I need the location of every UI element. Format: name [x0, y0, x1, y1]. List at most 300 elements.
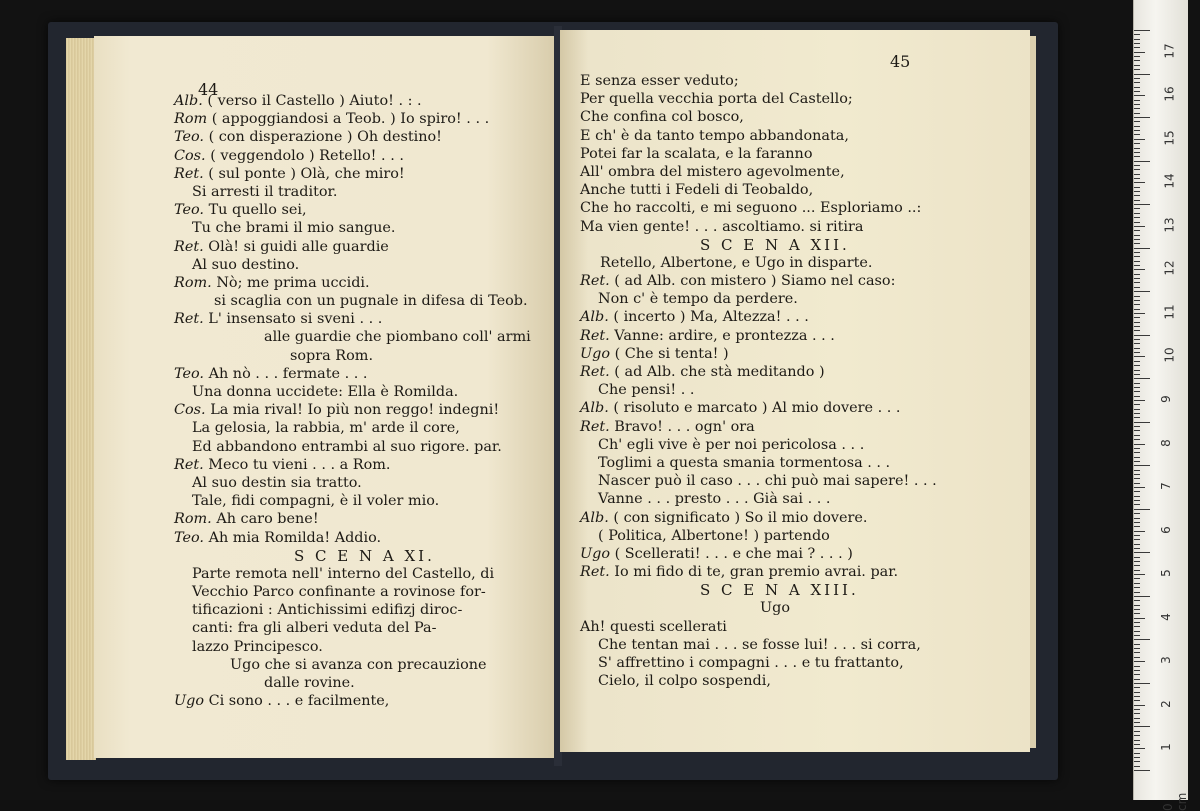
ruler-number: 17 [1162, 43, 1177, 59]
ruler-tick [1134, 444, 1145, 445]
ruler-tick [1134, 378, 1150, 379]
ruler-tick [1134, 243, 1140, 244]
speaker-name: Ret. [580, 273, 610, 290]
line-text: Anche tutti i Fedeli di Teobaldo, [580, 182, 814, 199]
line-text: S C E N A XI. [294, 546, 435, 565]
text-line [174, 474, 546, 492]
line-text: lazzo Principesco. [192, 638, 323, 655]
ruler-tick [1134, 670, 1140, 671]
text-line [174, 165, 546, 183]
ruler-tick [1134, 208, 1140, 209]
speaker-name: Teo. [174, 202, 204, 219]
text-line [580, 127, 1020, 145]
ruler-tick [1134, 130, 1140, 131]
ruler-tick [1134, 361, 1140, 362]
ruler-tick [1134, 69, 1140, 70]
ruler-tick [1134, 413, 1140, 414]
ruler-tick [1134, 457, 1140, 458]
text-line [174, 692, 546, 710]
line-text: tificazioni : Antichissimi edifizj diroc- [192, 602, 463, 619]
ruler-tick [1134, 474, 1140, 475]
ruler-tick [1134, 757, 1140, 758]
text-line [174, 674, 546, 692]
ruler-number: 6 [1158, 525, 1173, 534]
speaker-name: Ret. [580, 418, 610, 435]
ruler-tick [1134, 143, 1140, 144]
line-text: Tu quello sei, [208, 202, 307, 219]
line-text: Ah caro bene! [216, 511, 319, 528]
ruler-number: 14 [1162, 173, 1177, 189]
line-text: S' affrettino i compagni . . . e tu frattanto, [598, 655, 904, 671]
ruler-number: 13 [1162, 217, 1177, 233]
ruler-tick [1134, 374, 1140, 375]
ruler-tick [1134, 296, 1140, 297]
line-text: si scaglia con un pugnale in difesa di Teob. [214, 293, 528, 310]
line-text: Ma vien gente! . . . ascoltiamo. si ritira [580, 218, 864, 235]
text-line [174, 92, 546, 110]
right-page [560, 30, 1030, 752]
ruler-tick [1134, 513, 1140, 514]
speaker-name: Teo. [174, 129, 204, 146]
text-line [174, 256, 546, 274]
ruler-number: 9 [1158, 395, 1173, 403]
ruler-tick [1134, 430, 1140, 431]
speaker-name: Ugo [174, 693, 205, 710]
ruler-tick [1134, 626, 1140, 627]
text-line [174, 183, 546, 201]
ruler-tick [1134, 282, 1140, 283]
ruler-tick [1134, 731, 1140, 732]
line-text: Olà! si guidi alle guardie [208, 238, 389, 255]
ruler-tick [1134, 531, 1145, 532]
ruler-tick [1134, 156, 1140, 157]
text-line [174, 438, 546, 456]
ruler-tick [1134, 761, 1140, 762]
line-text: dalle rovine. [264, 675, 355, 691]
line-text: Al suo destino. [192, 256, 300, 273]
ruler-tick [1134, 718, 1140, 719]
ruler-tick [1134, 165, 1140, 166]
ruler-tick [1134, 535, 1140, 536]
ruler-tick [1134, 770, 1150, 771]
text-line [174, 147, 546, 165]
ruler-tick [1134, 187, 1140, 188]
ruler-tick [1134, 766, 1140, 767]
ruler-tick [1134, 696, 1140, 697]
ruler-tick [1134, 552, 1150, 553]
ruler-tick [1134, 639, 1150, 640]
ruler-tick [1134, 339, 1140, 340]
ruler-tick [1134, 491, 1140, 492]
line-text: canti: fra gli alberi veduta del Pa- [192, 620, 437, 637]
ruler-tick [1134, 182, 1145, 183]
ruler-tick [1134, 121, 1140, 122]
line-text: Ci sono . . . e facilmente, [208, 693, 390, 710]
text-line [580, 563, 1020, 581]
ruler-tick [1134, 230, 1140, 231]
line-text: Ugo che si avanza con precauzione [230, 656, 487, 673]
ruler-tick [1134, 322, 1140, 323]
ruler-tick [1134, 370, 1140, 371]
line-text: E ch' è da tanto tempo abbandonata, [580, 127, 849, 144]
ruler-tick [1134, 108, 1140, 109]
text-line [174, 419, 546, 437]
ruler-tick [1134, 622, 1140, 623]
page-edges-left [66, 38, 96, 760]
ruler-tick [1134, 452, 1140, 453]
speaker-name: Alb. [174, 93, 203, 109]
line-text: Per quella vecchia porta del Castello; [580, 91, 853, 108]
speaker-name: Ret. [174, 311, 204, 328]
ruler-tick [1134, 565, 1140, 566]
speaker-name: Ret. [174, 238, 204, 255]
text-line [174, 310, 546, 328]
text-line [580, 418, 1020, 436]
ruler-tick [1134, 152, 1140, 153]
line-text: Ugo [760, 600, 791, 617]
ruler-tick [1134, 391, 1140, 392]
text-line [580, 363, 1020, 381]
line-text: ( Scellerati! . . . e che mai ? . . . ) [614, 545, 853, 562]
speaker-name: Ugo [580, 345, 611, 362]
line-text: alle guardie che piombano coll' armi [264, 329, 531, 346]
page-number-left: 44 [198, 80, 219, 99]
ruler-tick [1134, 487, 1145, 488]
line-text: ( con significato ) So il mio dovere. [613, 509, 868, 526]
ruler-tick [1134, 657, 1140, 658]
speaker-name: Ret. [580, 364, 610, 380]
ruler-tick [1134, 652, 1140, 653]
ruler-tick [1134, 326, 1140, 327]
ruler-tick [1134, 483, 1140, 484]
text-line [580, 108, 1020, 126]
ruler-tick [1134, 91, 1140, 92]
line-text: Io mi fido di te, gran premio avrai. par. [614, 564, 899, 581]
text-line [580, 308, 1020, 326]
ruler-tick [1134, 148, 1140, 149]
speaker-name: Rom [174, 111, 208, 128]
ruler-tick [1134, 600, 1140, 601]
ruler-tick [1134, 252, 1140, 253]
ruler-tick [1134, 631, 1140, 632]
ruler-tick [1134, 461, 1140, 462]
line-text: Retello, Albertone, e Ugo in disparte. [600, 254, 873, 271]
ruler-tick [1134, 557, 1140, 558]
line-text: La mia rival! Io più non reggo! indegni! [210, 402, 500, 419]
ruler-number: 10 [1162, 347, 1177, 364]
ruler-tick [1134, 300, 1140, 301]
text-line [580, 454, 1020, 472]
ruler-tick [1134, 753, 1140, 754]
ruler-tick [1134, 700, 1140, 701]
ruler-tick [1134, 365, 1140, 366]
ruler-tick [1134, 713, 1140, 714]
ruler-tick [1134, 539, 1140, 540]
line-text: ( ad Alb. che stà meditando ) [614, 364, 825, 380]
ruler-tick [1134, 291, 1150, 292]
ruler-tick [1134, 744, 1140, 745]
ruler-tick [1134, 648, 1140, 649]
line-text: Che tentan mai . . . se fosse lui! . . . si corra, [598, 636, 921, 653]
ruler-tick [1134, 687, 1140, 688]
text-line [174, 565, 546, 583]
ruler-tick [1134, 644, 1140, 645]
ruler-tick [1134, 39, 1140, 40]
text-line [174, 238, 546, 256]
line-text: Tu che brami il mio sangue. [192, 220, 396, 237]
line-text: La gelosia, la rabbia, m' arde il core, [192, 420, 460, 437]
line-text: ( veggendolo ) Retello! . . . [210, 147, 404, 164]
right-page-text [580, 72, 1020, 690]
ruler-tick [1134, 509, 1150, 510]
text-line [580, 345, 1020, 363]
ruler-tick [1134, 74, 1150, 75]
line-text: sopra Rom. [290, 347, 374, 364]
text-line [174, 201, 546, 219]
text-line [174, 656, 546, 674]
ruler-tick [1134, 748, 1145, 749]
text-line [580, 90, 1020, 108]
text-line [174, 583, 546, 601]
ruler-tick [1134, 426, 1140, 427]
ruler-tick [1134, 169, 1140, 170]
ruler-tick [1134, 65, 1140, 66]
text-line [174, 547, 546, 565]
speaker-name: Ret. [174, 456, 204, 473]
ruler-tick [1134, 722, 1140, 723]
text-line [580, 236, 1020, 254]
speaker-name: Cos. [174, 402, 206, 419]
ruler-tick [1134, 304, 1140, 305]
ruler-tick [1134, 592, 1140, 593]
ruler-tick [1134, 666, 1140, 667]
ruler-tick [1134, 396, 1140, 397]
text-line [174, 401, 546, 419]
text-line [174, 128, 546, 146]
text-line [174, 619, 546, 637]
line-text: Bravo! . . . ogn' ora [614, 418, 755, 435]
ruler-tick [1134, 692, 1140, 693]
ruler-tick [1134, 618, 1145, 619]
text-line [174, 292, 546, 310]
line-text: Al suo destin sia tratto. [192, 474, 362, 491]
speaker-name: Rom. [174, 511, 212, 528]
ruler-tick [1134, 518, 1140, 519]
ruler-tick [1134, 613, 1140, 614]
ruler-tick [1134, 609, 1140, 610]
ruler-number: 5 [1158, 569, 1173, 577]
text-line [174, 456, 546, 474]
text-line [174, 347, 546, 365]
line-text: Meco tu vieni . . . a Rom. [208, 456, 391, 473]
text-line [580, 472, 1020, 490]
line-text: Cielo, il colpo sospendi, [598, 673, 771, 690]
text-line [580, 72, 1020, 90]
ruler-tick [1134, 335, 1150, 336]
ruler-tick [1134, 522, 1140, 523]
ruler-tick [1134, 348, 1140, 349]
ruler-tick [1134, 661, 1145, 662]
ruler-tick [1134, 417, 1140, 418]
line-text: Ah nò . . . fermate . . . [208, 365, 368, 382]
ruler-tick [1134, 683, 1150, 684]
ruler-tick [1134, 265, 1140, 266]
ruler-number: 2 [1158, 699, 1173, 708]
ruler-tick [1134, 191, 1140, 192]
ruler-tick [1134, 422, 1150, 423]
ruler-tick [1134, 313, 1145, 314]
ruler-tick [1134, 248, 1150, 249]
ruler-tick [1134, 679, 1140, 680]
speaker-name: Cos. [174, 147, 206, 164]
text-line [580, 527, 1020, 545]
text-line [580, 327, 1020, 345]
ruler-tick [1134, 439, 1140, 440]
ruler-tick [1134, 705, 1145, 706]
line-text: Tale, fidi compagni, è il voler mio. [192, 493, 440, 510]
ruler-tick [1134, 222, 1140, 223]
text-line [580, 381, 1020, 399]
speaker-name: Alb. [580, 309, 609, 326]
ruler-tick [1134, 256, 1140, 257]
text-line [174, 274, 546, 292]
ruler-tick [1134, 330, 1140, 331]
ruler-tick [1134, 195, 1140, 196]
speaker-name: Teo. [174, 529, 204, 546]
ruler-tick [1134, 309, 1140, 310]
ruler-tick [1134, 504, 1140, 505]
text-line [580, 163, 1020, 181]
line-text: ( appoggiandosi a Teob. ) Io spiro! . . . [211, 111, 490, 128]
line-text: Potei far la scalata, e la faranno [580, 145, 813, 162]
ruler-tick [1134, 261, 1140, 262]
line-text: S C E N A XIII. [700, 581, 859, 600]
ruler-tick [1134, 570, 1140, 571]
ruler-tick [1134, 43, 1140, 44]
ruler-number: 15 [1162, 130, 1177, 146]
ruler-tick [1134, 95, 1145, 96]
left-page-text [174, 92, 546, 710]
speaker-name: Ugo [580, 545, 611, 562]
text-line [580, 599, 1020, 617]
ruler-tick [1134, 674, 1140, 675]
line-text: ( sul ponte ) Olà, che miro! [208, 165, 405, 182]
ruler-tick [1134, 52, 1145, 53]
ruler-number: 7 [1158, 482, 1173, 490]
ruler-tick [1134, 87, 1140, 88]
line-text: ( ad Alb. con mistero ) Siamo nel caso: [614, 273, 896, 290]
speaker-name: Alb. [580, 509, 609, 526]
text-line [580, 654, 1020, 672]
ruler-tick [1134, 548, 1140, 549]
text-line [580, 181, 1020, 199]
ruler-tick [1134, 134, 1140, 135]
ruler-tick [1134, 526, 1140, 527]
line-text: Una donna uccidete: Ella è Romilda. [192, 384, 459, 400]
ruler-tick [1134, 56, 1140, 57]
ruler-tick [1134, 217, 1140, 218]
ruler-tick [1134, 478, 1140, 479]
ruler-tick [1134, 726, 1150, 727]
text-line [174, 110, 546, 128]
ruler-tick [1134, 448, 1140, 449]
ruler-tick [1134, 387, 1140, 388]
ruler-number: 12 [1162, 260, 1177, 277]
text-line [580, 618, 1020, 636]
ruler-tick [1134, 735, 1140, 736]
ruler-number: 1 [1158, 743, 1173, 752]
ruler-tick [1134, 235, 1140, 236]
line-text: Ch' egli vive è per noi pericolosa . . . [598, 436, 865, 453]
ruler-tick [1134, 470, 1140, 471]
ruler-tick [1134, 496, 1140, 497]
line-text: Nò; me prima uccidi. [216, 274, 370, 291]
text-line [580, 290, 1020, 308]
text-line [580, 509, 1020, 527]
ruler-tick [1134, 30, 1150, 31]
ruler-tick [1134, 200, 1140, 201]
line-text: Parte remota nell' interno del Castello, di [192, 565, 495, 582]
text-line [174, 601, 546, 619]
text-line [174, 492, 546, 510]
left-page [94, 36, 556, 758]
ruler-tick [1134, 605, 1140, 606]
ruler-tick [1134, 139, 1145, 140]
ruler-tick [1134, 409, 1140, 410]
ruler-tick [1134, 544, 1140, 545]
ruler-tick [1134, 465, 1150, 466]
ruler-tick [1134, 117, 1150, 118]
speaker-name: Ret. [174, 165, 204, 182]
text-line [174, 219, 546, 237]
ruler-tick [1134, 78, 1140, 79]
text-line [174, 383, 546, 401]
ruler-tick [1134, 274, 1140, 275]
ruler-tick [1134, 269, 1145, 270]
speaker-name: Teo. [174, 365, 204, 382]
text-line [174, 328, 546, 346]
line-text: ( incerto ) Ma, Altezza! . . . [613, 309, 809, 326]
line-text: S C E N A XII. [700, 235, 850, 254]
text-line [580, 145, 1020, 163]
line-text: ( verso il Castello ) Aiuto! . : . [207, 93, 422, 109]
ruler-tick [1134, 161, 1150, 162]
ruler-tick [1134, 287, 1140, 288]
text-line [174, 529, 546, 547]
text-line [580, 199, 1020, 217]
line-text: Toglimi a questa smania tormentosa . . . [598, 454, 891, 471]
ruler-number: 4 [1158, 612, 1173, 621]
line-text: Non c' è tempo da perdere. [598, 291, 798, 308]
line-text: Che ho raccolti, e mi seguono ... Esploriamo ..: [580, 200, 922, 217]
ruler-tick [1134, 400, 1145, 401]
text-line [174, 365, 546, 383]
ruler-tick [1134, 574, 1145, 575]
line-text: ( Che si tenta! ) [614, 345, 729, 362]
line-text: Ah! questi scellerati [580, 618, 727, 635]
ruler-tick [1134, 34, 1140, 35]
text-line [580, 218, 1020, 236]
ruler-number: 8 [1158, 438, 1173, 447]
ruler-tick [1134, 635, 1140, 636]
ruler-tick [1134, 583, 1140, 584]
speaker-name: Ret. [580, 564, 610, 581]
page-number-right: 45 [890, 52, 911, 71]
line-text: E senza esser veduto; [580, 73, 739, 89]
ruler-tick [1134, 578, 1140, 579]
ruler-tick [1134, 204, 1150, 205]
ruler-tick [1134, 113, 1140, 114]
